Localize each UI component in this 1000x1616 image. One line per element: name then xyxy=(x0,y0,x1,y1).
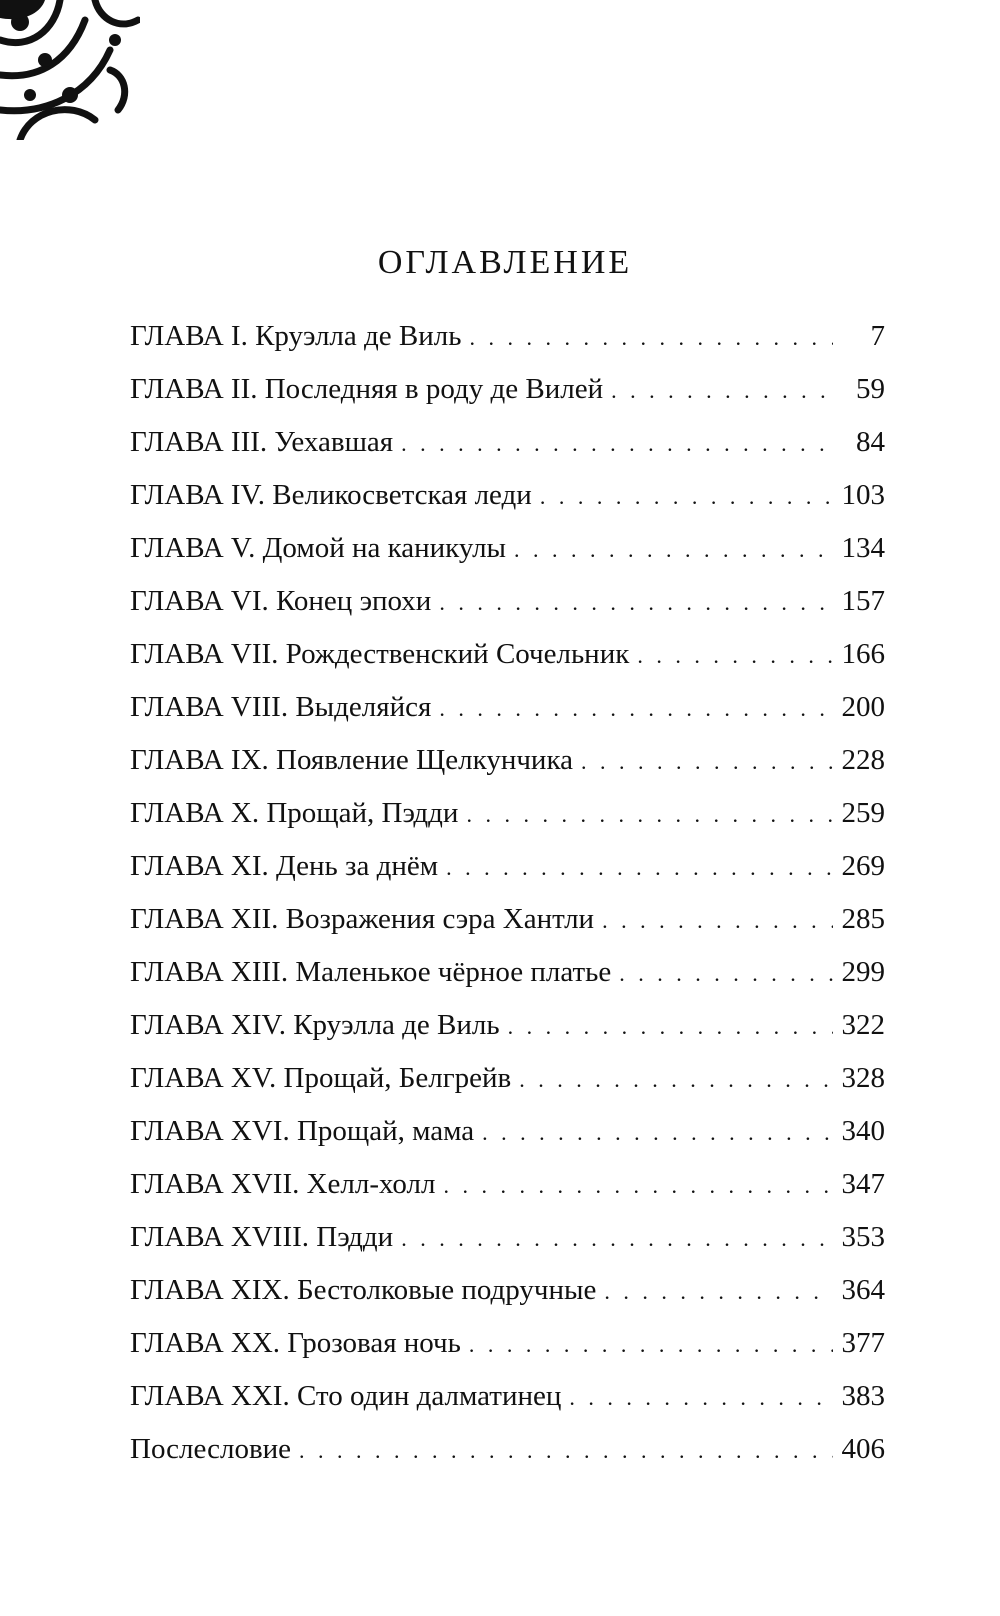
toc-entry[interactable] xyxy=(130,1370,885,1423)
dot-leader xyxy=(401,417,833,470)
dot-leader xyxy=(581,735,833,788)
toc-entry[interactable] xyxy=(130,522,885,575)
dot-leader xyxy=(602,894,833,947)
toc-entry-page: 383 xyxy=(841,1380,885,1412)
dot-leader xyxy=(604,1265,833,1318)
dot-leader xyxy=(439,682,833,735)
toc-entry-page: 299 xyxy=(841,956,885,988)
toc-entry-page: 7 xyxy=(870,320,885,352)
toc-entry-page: 406 xyxy=(841,1433,885,1465)
dot-leader xyxy=(299,1424,833,1477)
toc-entry-page: 200 xyxy=(841,691,885,723)
toc-entry-title: ГЛАВА XIII. Маленькое чёрное платье xyxy=(130,956,612,988)
toc-entry[interactable] xyxy=(130,893,885,946)
toc-entry[interactable] xyxy=(130,734,885,787)
toc-entry-page: 157 xyxy=(841,585,885,617)
toc-entry[interactable] xyxy=(130,840,885,893)
toc-entry-page: 322 xyxy=(841,1009,885,1041)
dot-leader xyxy=(469,311,833,364)
toc-entry-title: ГЛАВА XVII. Хелл-холл xyxy=(130,1168,436,1200)
dot-leader xyxy=(519,1053,833,1106)
toc-entry-title: ГЛАВА I. Круэлла де Виль xyxy=(130,320,462,352)
toc-entry[interactable] xyxy=(130,787,885,840)
toc-entry-page: 347 xyxy=(841,1168,885,1200)
dot-leader xyxy=(611,364,833,417)
toc-entry-title: ГЛАВА IV. Великосветская леди xyxy=(130,479,532,511)
toc-entry[interactable] xyxy=(130,575,885,628)
toc-entry-title: ГЛАВА XVIII. Пэдди xyxy=(130,1221,394,1253)
table-of-contents xyxy=(130,310,885,1476)
toc-entry-title: ГЛАВА XX. Грозовая ночь xyxy=(130,1327,461,1359)
page-title: ОГЛАВЛЕНИЕ xyxy=(377,244,633,281)
toc-entry[interactable] xyxy=(130,681,885,734)
toc-entry-title: ГЛАВА XXI. Сто один далматинец xyxy=(130,1380,562,1412)
toc-entry-title: ГЛАВА VII. Рождественский Сочельник xyxy=(130,638,630,670)
toc-entry-page: 340 xyxy=(841,1115,885,1147)
toc-entry-title: ГЛАВА VIII. Выделяйся xyxy=(130,691,432,723)
toc-entry-page: 353 xyxy=(841,1221,885,1253)
dot-leader xyxy=(469,1318,833,1371)
toc-entry-page: 377 xyxy=(841,1327,885,1359)
toc-entry[interactable] xyxy=(130,363,885,416)
toc-entry[interactable] xyxy=(130,999,885,1052)
toc-entry[interactable] xyxy=(130,946,885,999)
toc-entry[interactable] xyxy=(130,1264,885,1317)
dot-leader xyxy=(466,788,833,841)
toc-entry-title: ГЛАВА II. Последняя в роду де Вилей xyxy=(130,373,604,405)
dot-leader xyxy=(443,1159,833,1212)
toc-entry-page: 259 xyxy=(841,797,885,829)
toc-entry[interactable] xyxy=(130,628,885,681)
toc-entry-page: 328 xyxy=(841,1062,885,1094)
dot-leader xyxy=(482,1106,833,1159)
toc-entry-title: ГЛАВА XI. День за днём xyxy=(130,850,439,882)
dot-leader xyxy=(637,629,833,682)
dot-leader xyxy=(514,523,833,576)
toc-entry-page: 134 xyxy=(841,532,885,564)
toc-entry-title: ГЛАВА XV. Прощай, Белгрейв xyxy=(130,1062,512,1094)
toc-entry-title: ГЛАВА XIV. Круэлла де Виль xyxy=(130,1009,500,1041)
dot-leader xyxy=(401,1212,833,1265)
toc-entry[interactable] xyxy=(130,469,885,522)
toc-entry[interactable] xyxy=(130,1423,885,1476)
toc-entry[interactable] xyxy=(130,1158,885,1211)
toc-entry[interactable] xyxy=(130,1105,885,1158)
toc-entry-page: 285 xyxy=(841,903,885,935)
dot-leader xyxy=(540,470,833,523)
toc-entry-title: Послесловие xyxy=(130,1433,292,1465)
dot-leader xyxy=(508,1000,833,1053)
toc-entry-page: 166 xyxy=(841,638,885,670)
toc-entry[interactable] xyxy=(130,1211,885,1264)
dot-leader xyxy=(439,576,833,629)
toc-entry-title: ГЛАВА XVI. Прощай, мама xyxy=(130,1115,475,1147)
toc-entry-title: ГЛАВА III. Уехавшая xyxy=(130,426,394,458)
toc-entry-title: ГЛАВА XIX. Бестолковые подручные xyxy=(130,1274,597,1306)
toc-entry-page: 228 xyxy=(841,744,885,776)
toc-entry-title: ГЛАВА X. Прощай, Пэдди xyxy=(130,797,459,829)
dot-leader xyxy=(446,841,833,894)
dot-leader xyxy=(569,1371,833,1424)
floral-ornament-icon xyxy=(0,0,140,140)
toc-entry-page: 103 xyxy=(841,479,885,511)
toc-entry[interactable] xyxy=(130,1052,885,1105)
dot-leader xyxy=(619,947,833,1000)
toc-entry[interactable] xyxy=(130,310,885,363)
toc-entry-page: 84 xyxy=(856,426,885,458)
toc-entry[interactable] xyxy=(130,1317,885,1370)
toc-entry-page: 269 xyxy=(841,850,885,882)
toc-entry-title: ГЛАВА XII. Возражения сэра Хантли xyxy=(130,903,595,935)
toc-entry-title: ГЛАВА VI. Конец эпохи xyxy=(130,585,432,617)
toc-entry-title: ГЛАВА V. Домой на каникулы xyxy=(130,532,507,564)
toc-entry[interactable] xyxy=(130,416,885,469)
toc-entry-page: 364 xyxy=(841,1274,885,1306)
toc-entry-page: 59 xyxy=(856,373,885,405)
toc-entry-title: ГЛАВА IX. Появление Щелкунчика xyxy=(130,744,573,776)
